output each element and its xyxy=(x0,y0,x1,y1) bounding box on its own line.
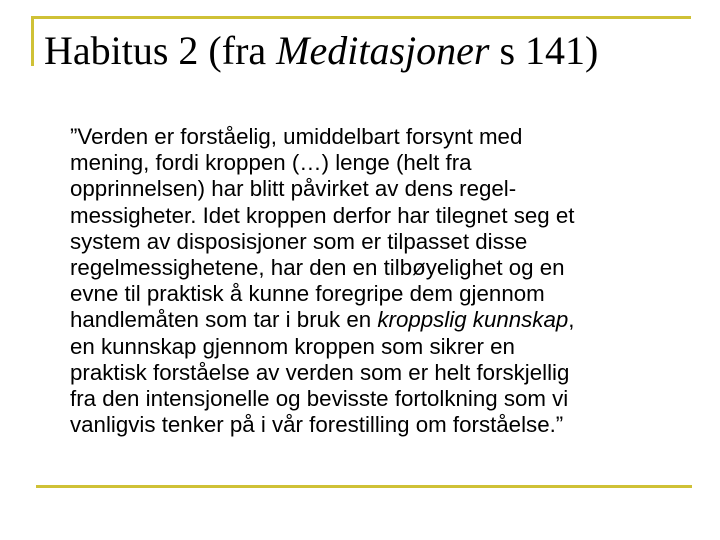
title-italic-work: Meditasjoner xyxy=(276,28,490,73)
quote-line: regelmessighetene, har den en tilbøyelighet og en xyxy=(70,255,565,281)
quote-line: fra den intensjonelle og bevisste fortolkning som vi xyxy=(70,386,569,412)
quote-line: vanligvis tenker på i vår forestilling om forståelse.” xyxy=(70,412,564,438)
left-accent-rule xyxy=(31,16,34,66)
quote-line-text: handlemåten som tar i bruk en xyxy=(70,307,378,333)
quote-body xyxy=(70,124,680,438)
slide-title xyxy=(44,27,598,75)
quote-line: system av disposisjoner som er tilpasset disse xyxy=(70,228,528,254)
quote-line: praktisk forståelse av verden som er helt forskjellig xyxy=(70,359,570,385)
quote-line: evne til praktisk å kunne foregripe dem gjennom xyxy=(70,281,545,307)
title-text-start: Habitus 2 (fra xyxy=(44,28,277,73)
title-text-end: s 141) xyxy=(489,28,599,73)
quote-line: ”Verden er forståelig, umiddelbart forsynt med xyxy=(70,124,523,149)
quote-line: opprinnelsen) har blitt påvirket av dens regel- xyxy=(70,176,517,202)
quote-line-punctuation: , xyxy=(568,307,575,333)
top-accent-rule xyxy=(31,16,691,19)
bottom-accent-rule xyxy=(36,485,692,488)
quote-line-emphasis xyxy=(70,307,680,333)
quote-line: en kunnskap gjennom kroppen som sikrer en xyxy=(70,333,515,359)
quote-line: messigheter. Idet kroppen derfor har tilegnet seg et xyxy=(70,202,575,228)
emphasized-term: kroppslig kunnskap xyxy=(377,307,569,333)
quote-line: mening, fordi kroppen (…) lenge (helt fra xyxy=(70,150,472,176)
